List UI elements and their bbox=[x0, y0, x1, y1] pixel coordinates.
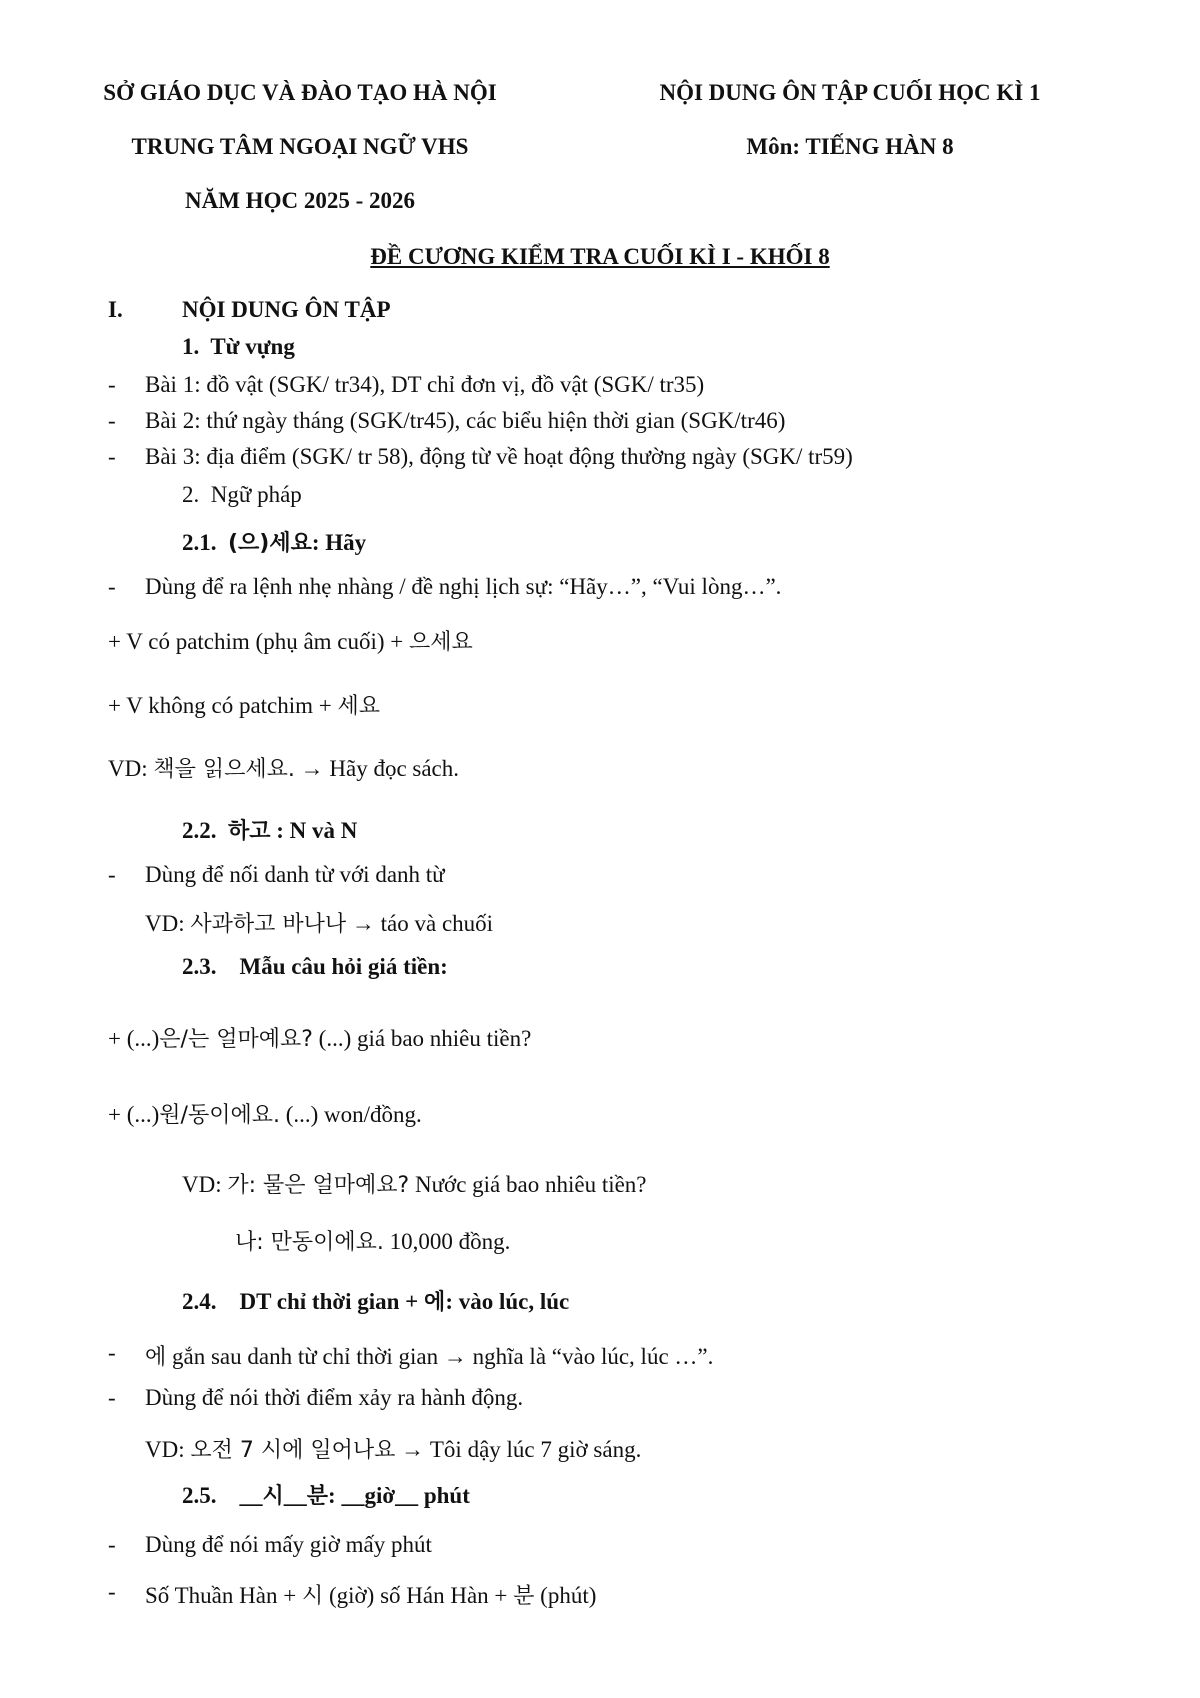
g3-line-2-prefix: + (...) bbox=[108, 1102, 160, 1127]
g4-title-ko: 에 bbox=[424, 1290, 446, 1315]
vocab-bullet-3-dash: - bbox=[108, 444, 116, 469]
g5-usage-2-a: Số Thuần Hàn + bbox=[145, 1583, 302, 1608]
g1-rule-2 bbox=[108, 689, 380, 720]
g4-number: 2.4. bbox=[182, 1289, 217, 1314]
g3-example-1-ko: 가: 물은 얼마예요? bbox=[227, 1173, 410, 1198]
g4-usage-1-vi: gắn sau danh từ chỉ thời gian → nghĩa là “vào lúc, lúc …”. bbox=[166, 1344, 714, 1369]
g2-example bbox=[145, 907, 493, 938]
g2-usage: Dùng để nối danh từ với danh từ bbox=[145, 862, 445, 887]
g5-korean-hour: 시 bbox=[262, 1484, 284, 1509]
g3-line-1-vi: (...) giá bao nhiêu tiền? bbox=[312, 1026, 532, 1051]
vocab-number: 1. bbox=[182, 334, 200, 359]
vocab-bullet-2-dash: - bbox=[108, 408, 116, 433]
g3-example-1-vi: Nước giá bao nhiêu tiền? bbox=[409, 1172, 647, 1197]
g3-line-2 bbox=[108, 1098, 422, 1129]
header-school-year: NĂM HỌC 2025 - 2026 bbox=[185, 188, 415, 213]
g3-example-1-prefix: VD: bbox=[182, 1172, 228, 1197]
section-number: I. bbox=[108, 297, 123, 322]
header-department: SỞ GIÁO DỤC VÀ ĐÀO TẠO HÀ NỘI bbox=[103, 80, 497, 105]
g4-title-meaning: : vào lúc, lúc bbox=[445, 1289, 570, 1314]
g2-number: 2.2. bbox=[182, 818, 217, 843]
g1-example-prefix: VD: bbox=[108, 756, 154, 781]
g1-korean-pattern: (으)세요 bbox=[228, 531, 312, 556]
g2-example-prefix: VD: bbox=[145, 911, 191, 936]
g5-usage-2-c: (phút) bbox=[534, 1583, 597, 1608]
g1-bullet-dash: - bbox=[108, 574, 116, 599]
g5-usage-2-ko-hour: 시 bbox=[301, 1584, 324, 1609]
grammar-heading bbox=[182, 482, 302, 508]
grammar-number: 2. bbox=[182, 482, 200, 507]
g4-usage-1-ko: 에 bbox=[145, 1345, 167, 1370]
g2-meaning: : N và N bbox=[270, 818, 358, 843]
g3-line-1-ko: 은/는 얼마예요? bbox=[159, 1027, 313, 1052]
g4-usage-1 bbox=[145, 1340, 713, 1371]
g4-example bbox=[145, 1433, 641, 1464]
g1-example-ko: 책을 읽으세요. bbox=[153, 757, 295, 782]
g4-usage-2: Dùng để nói thời điểm xảy ra hành động. bbox=[145, 1385, 524, 1410]
g1-rule-1-vi: + V có patchim (phụ âm cuối) + bbox=[108, 629, 410, 654]
section-title: NỘI DUNG ÔN TẬP bbox=[182, 297, 391, 322]
g1-rule-1-ko: 으세요 bbox=[409, 630, 473, 655]
g3-example-2-ko: 나: 만동이에요. bbox=[235, 1230, 384, 1255]
g1-meaning: : Hãy bbox=[311, 530, 367, 555]
g3-example-2 bbox=[235, 1225, 510, 1256]
g1-number: 2.1. bbox=[182, 530, 217, 555]
g4-title-prefix: DT chỉ thời gian + bbox=[239, 1289, 425, 1314]
g1-rule-1 bbox=[108, 625, 473, 656]
g4-bullet-1-dash: - bbox=[108, 1340, 116, 1365]
g2-bullet-dash: - bbox=[108, 862, 116, 887]
g5-number: 2.5. bbox=[182, 1483, 217, 1508]
g2-example-ko: 사과하고 바나나 bbox=[190, 912, 347, 937]
grammar-title: Ngữ pháp bbox=[210, 482, 302, 507]
header-center: TRUNG TÂM NGOẠI NGỮ VHS bbox=[131, 134, 469, 159]
g3-number: 2.3. bbox=[182, 954, 217, 979]
g5-usage-2-ko-minute: 분 bbox=[513, 1584, 535, 1609]
g1-rule-2-vi: + V không có patchim + bbox=[108, 693, 338, 718]
header-review-title: NỘI DUNG ÔN TẬP CUỐI HỌC KÌ 1 bbox=[659, 80, 1041, 105]
g2-heading bbox=[182, 814, 357, 845]
g3-title: Mẫu câu hỏi giá tiền: bbox=[239, 954, 448, 979]
g5-blank-2: __ bbox=[283, 1483, 307, 1508]
vocab-item-3: Bài 3: địa điểm (SGK/ tr 58), động từ về hoạt động thường ngày (SGK/ tr59) bbox=[145, 444, 853, 469]
g5-blank-1: __ bbox=[239, 1483, 263, 1508]
g4-example-vi: → Tôi dậy lúc 7 giờ sáng. bbox=[395, 1437, 642, 1462]
g1-rule-2-ko: 세요 bbox=[337, 694, 381, 719]
g2-korean-pattern: 하고 bbox=[228, 819, 271, 844]
g3-example-1 bbox=[182, 1168, 647, 1199]
g3-line-1 bbox=[108, 1022, 531, 1053]
g5-usage-2-b: (giờ) số Hán Hàn + bbox=[323, 1583, 514, 1608]
g3-line-2-vi: (...) won/đồng. bbox=[279, 1102, 422, 1127]
g1-example-vi: → Hãy đọc sách. bbox=[294, 756, 460, 781]
g1-heading bbox=[182, 526, 366, 557]
g5-usage-2 bbox=[145, 1579, 596, 1610]
vocab-item-2: Bài 2: thứ ngày tháng (SGK/tr45), các biểu hiện thời gian (SGK/tr46) bbox=[145, 408, 786, 433]
g4-heading bbox=[182, 1285, 569, 1316]
g4-example-prefix: VD: bbox=[145, 1437, 191, 1462]
g1-example bbox=[108, 752, 459, 783]
vocab-item-1: Bài 1: đồ vật (SGK/ tr34), DT chỉ đơn vị, đồ vật (SGK/ tr35) bbox=[145, 372, 705, 397]
g4-example-ko: 오전 7 시에 일어나요 bbox=[190, 1438, 396, 1463]
g5-heading bbox=[182, 1479, 470, 1510]
g4-bullet-2-dash: - bbox=[108, 1385, 116, 1410]
g3-line-2-ko: 원/동이에요. bbox=[159, 1103, 280, 1128]
g5-usage-1: Dùng để nói mấy giờ mấy phút bbox=[145, 1532, 432, 1557]
vocab-heading bbox=[182, 334, 295, 360]
g3-heading bbox=[182, 954, 448, 980]
g2-example-vi: → táo và chuối bbox=[346, 911, 494, 936]
g5-korean-minute: 분 bbox=[306, 1484, 329, 1509]
g3-line-1-prefix: + (...) bbox=[108, 1026, 160, 1051]
vocab-bullet-1-dash: - bbox=[108, 372, 116, 397]
g3-example-2-vi: 10,000 đồng. bbox=[383, 1229, 511, 1254]
g5-bullet-1-dash: - bbox=[108, 1532, 116, 1557]
document-title: ĐỀ CƯƠNG KIỂM TRA CUỐI KÌ I - KHỐI 8 bbox=[370, 244, 830, 269]
header-subject: Môn: TIẾNG HÀN 8 bbox=[746, 134, 954, 159]
g1-usage: Dùng để ra lệnh nhẹ nhàng / đề nghị lịch sự: “Hãy…”, “Vui lòng…”. bbox=[145, 574, 782, 599]
g5-meaning: : __giờ__ phút bbox=[328, 1483, 470, 1508]
g5-bullet-2-dash: - bbox=[108, 1579, 116, 1604]
vocab-title: Từ vựng bbox=[210, 334, 295, 359]
